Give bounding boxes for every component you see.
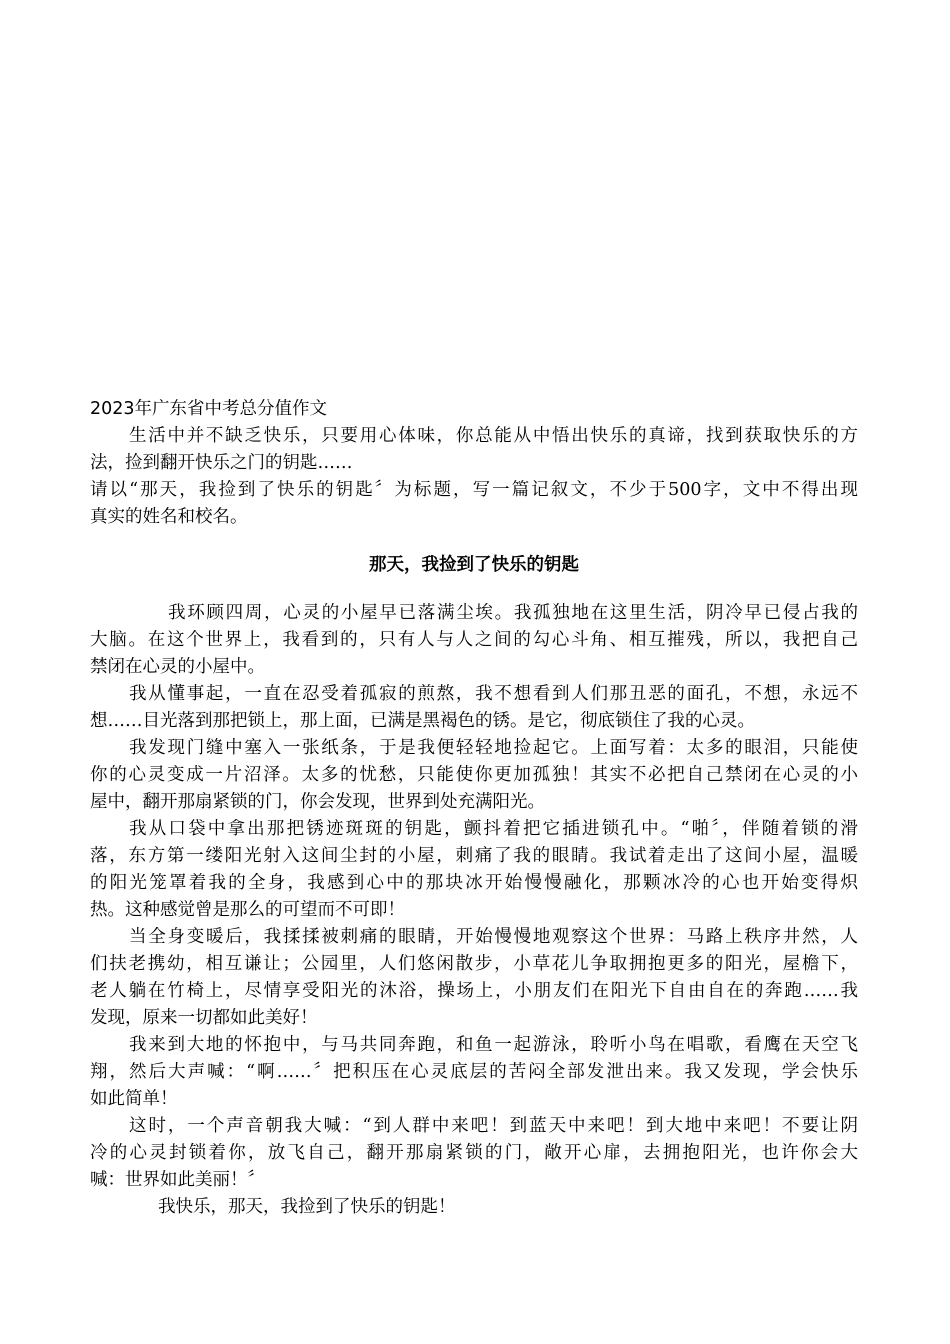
prompt-line: 真实的姓名和校名。 xyxy=(90,507,248,527)
prompt-line: 生活中并不缺乏快乐，只要用心体味，你总能从中悟出快乐的真谛，找到获取快乐的方 xyxy=(129,426,858,446)
essay-line: 当全身变暖后，我揉揉被刺痛的眼睛，开始慢慢地观察这个世界：马路上秩序井然，人 xyxy=(129,927,858,947)
essay-line: 禁闭在心灵的小屋中。 xyxy=(90,657,265,677)
essay-line: 发现，原来一切都如此美好！ xyxy=(90,1008,318,1028)
essay-line: 热。这种感觉曾是那么的可望而不可即！ xyxy=(90,900,405,920)
essay-line: 想……目光落到那把锁上，那上面，已满是黑褐色的锈。是它，彻底锁住了我的心灵。 xyxy=(90,711,755,731)
essay-line: 我环顾四周，心灵的小屋早已落满尘埃。我孤独地在这里生活，阴冷早已侵占我的 xyxy=(168,603,858,623)
essay-paragraph-5 xyxy=(90,924,858,1032)
essay-line: 落，东方第一缕阳光射入这间尘封的小屋，刺痛了我的眼睛。我试着走出了这间小屋，温暖 xyxy=(90,846,858,866)
essay-paragraph-3 xyxy=(90,735,858,816)
essay-line: 们扶老携幼，相互谦让；公园里，人们悠闲散步，小草花儿争取拥抱更多的阳光，屋檐下， xyxy=(90,954,858,974)
essay-paragraph-6 xyxy=(90,1032,858,1113)
prompt-line: 请以“那天，我捡到了快乐的钥匙〞为标题，写一篇记叙文，不少于500字，文中不得出现 xyxy=(90,480,858,500)
essay-paragraph-7 xyxy=(90,1113,858,1194)
prompt-line: 法，捡到翻开快乐之门的钥匙…… xyxy=(90,453,353,473)
essay-line: 的阳光笼罩着我的全身，我感到心中的那块冰开始慢慢融化，那颗冰冷的心也开始变得炽 xyxy=(90,873,858,893)
essay-paragraph-2 xyxy=(90,681,858,735)
essay-line: 翔，然后大声喊：“啊……〞把积压在心灵底层的苦闷全部发泄出来。我又发现，学会快乐 xyxy=(90,1062,858,1082)
essay-title: 那天，我捡到了快乐的钥匙 xyxy=(369,555,579,575)
essay-line: 你的心灵变成一片沼泽。太多的忧愁，只能使你更加孤独！其实不必把自己禁闭在心灵的小 xyxy=(90,765,858,785)
essay-line: 如此简单！ xyxy=(90,1089,178,1109)
essay-line: 冷的心灵封锁着你，放飞自己，翻开那扇紧锁的门，敞开心扉，去拥抱阳光，也许你会大 xyxy=(90,1143,858,1163)
essay-line: 我从口袋中拿出那把锈迹斑斑的钥匙，颤抖着把它插进锁孔中。“啪〞，伴随着锁的滑 xyxy=(129,819,858,839)
essay-paragraph-4 xyxy=(90,816,858,924)
essay-line: 这时，一个声音朝我大喊：“到人群中来吧！到蓝天中来吧！到大地中来吧！不要让阴 xyxy=(129,1116,858,1136)
essay-line: 我快乐，那天，我捡到了快乐的钥匙！ xyxy=(158,1197,456,1217)
essay-line: 喊：世界如此美丽！〞 xyxy=(90,1170,265,1190)
essay-paragraph-8 xyxy=(90,1194,858,1221)
essay-line: 屋中，翻开那扇紧锁的门，你会发现，世界到处充满阳光。 xyxy=(90,792,545,812)
document-heading: 2023年广东省中考总分值作文 xyxy=(90,399,328,419)
essay-line: 我发现门缝中塞入一张纸条，于是我便轻轻地捡起它。上面写着：太多的眼泪，只能使 xyxy=(129,738,858,758)
essay-line: 我来到大地的怀抱中，与马共同奔跑，和鱼一起游泳，聆听小鸟在唱歌，看鹰在天空飞 xyxy=(129,1035,858,1055)
prompt-block xyxy=(90,423,858,531)
essay-line: 我从懂事起，一直在忍受着孤寂的煎熬，我不想看到人们那丑恶的面孔，不想，永远不 xyxy=(129,684,858,704)
essay-line: 老人躺在竹椅上，尽情享受阳光的沐浴，操场上，小朋友们在阳光下自由自在的奔跑……我 xyxy=(90,981,858,1001)
document-page xyxy=(90,396,858,1221)
essay-line: 大脑。在这个世界上，我看到的，只有人与人之间的勾心斗角、相互摧残，所以，我把自己 xyxy=(90,630,858,650)
essay-paragraph-1 xyxy=(90,600,858,681)
